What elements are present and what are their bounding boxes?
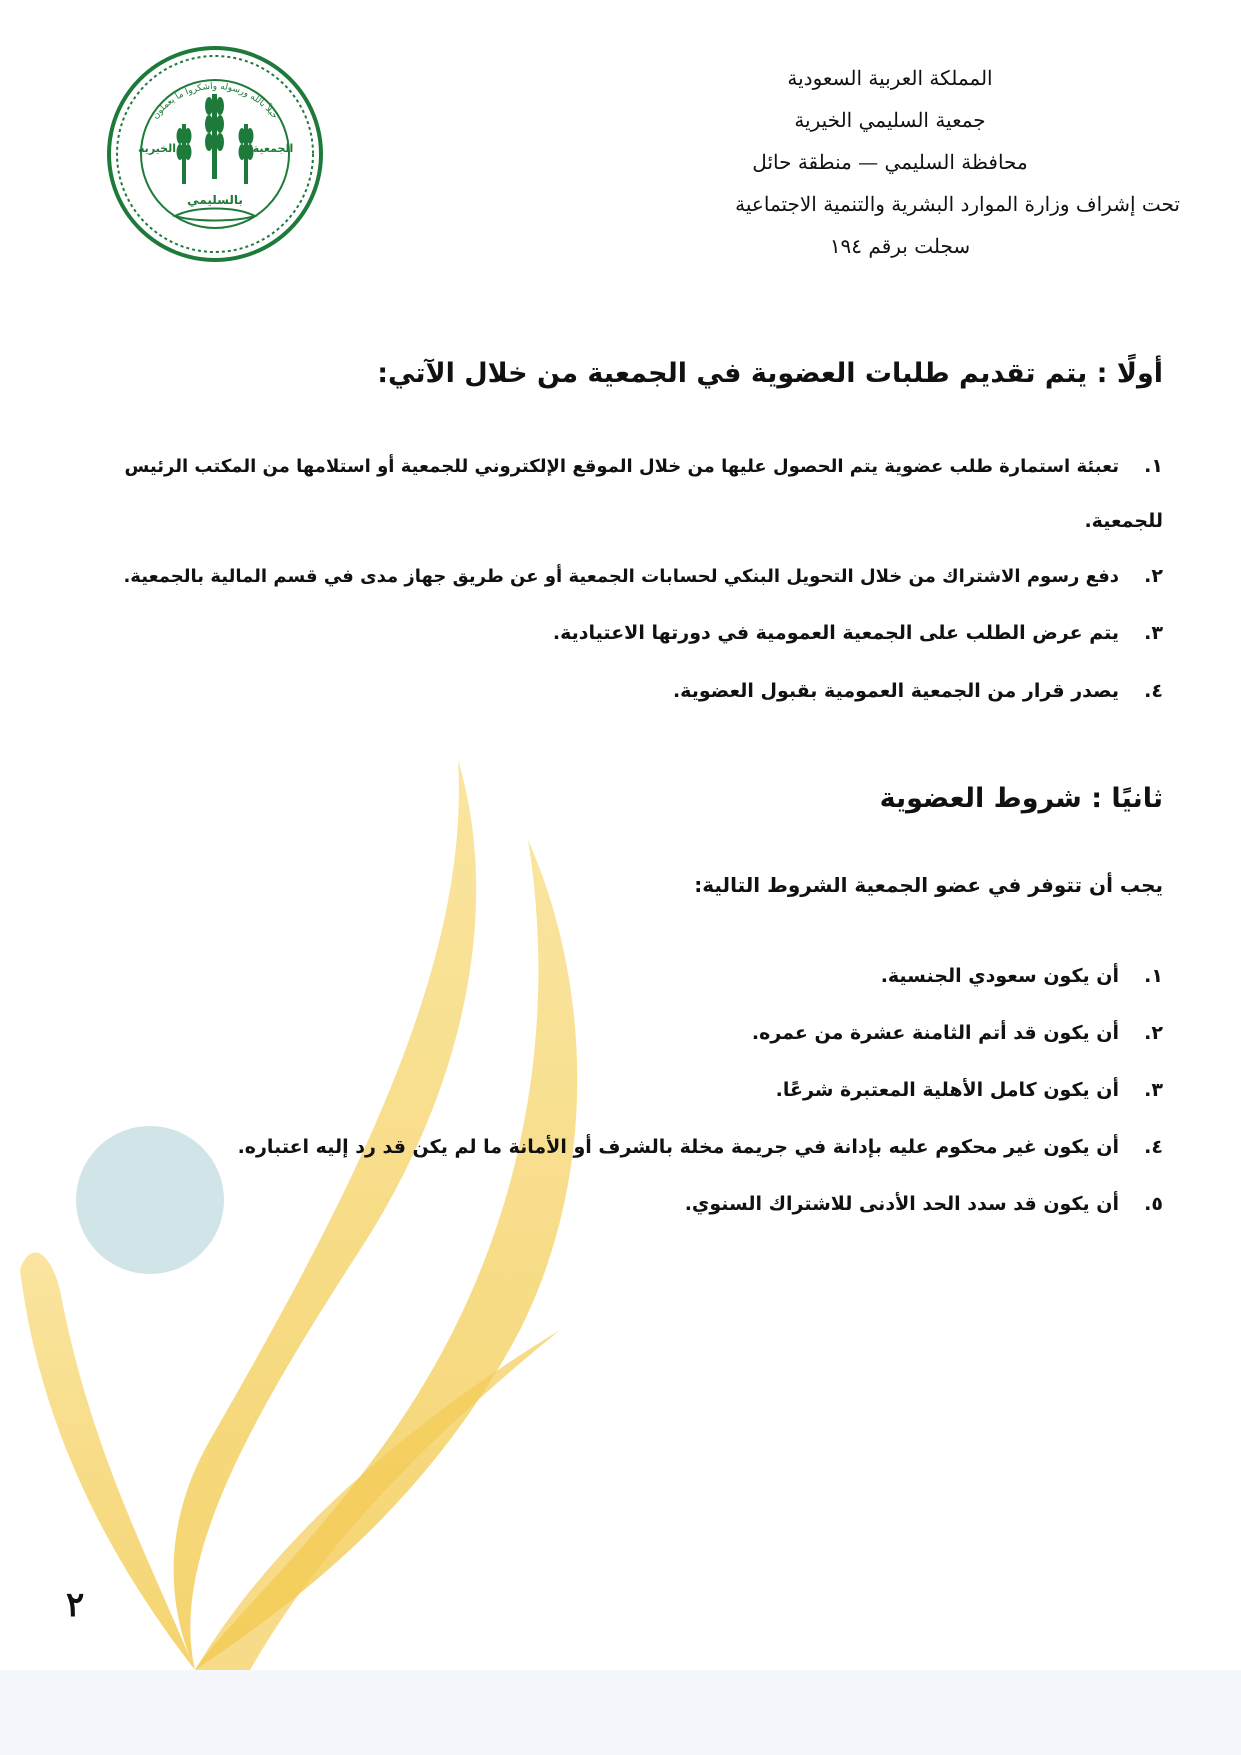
section1-item-2 [123,565,1163,587]
item-text: أن يكون قد سدد الحد الأدنى للاشتراك السنوي. [684,1193,1119,1215]
item-text: دفع رسوم الاشتراك من خلال التحويل البنكي لحسابات الجمعية أو عن طريق جهاز مدى في قسم المالية بالجمعية. [123,566,1119,587]
logo-label-right: الجمعية [252,142,294,155]
item-text: يصدر قرار من الجمعية العمومية بقبول العضوية. [672,680,1119,702]
item-number: ١. [1144,965,1163,987]
item-number: ٣. [1144,622,1163,644]
page-number: ٢ [66,1585,85,1625]
item-text: يتم عرض الطلب على الجمعية العمومية في دورتها الاعتيادية. [552,622,1119,644]
section1-item-1 [124,455,1163,477]
section2-item-1 [881,965,1163,987]
item-number: ٤. [1144,680,1163,702]
item-text: أن يكون سعودي الجنسية. [880,965,1119,987]
section2-item-5 [685,1193,1163,1215]
association-logo [105,44,325,264]
header-line-country: المملكة العربية السعودية [787,66,993,90]
item-text: أن يكون قد أتم الثامنة عشرة من عمره. [751,1022,1119,1044]
watermark-leaf-right [195,840,577,1670]
item-number: ١. [1144,455,1163,477]
item-number: ٣. [1144,1079,1163,1101]
watermark-leaf-left [20,1253,195,1670]
watermark-circle [76,1126,224,1274]
header-line-region: محافظة السليمي — منطقة حائل [752,150,1028,174]
section1-item-4 [673,680,1163,702]
logo-label-left: الخيرية [138,142,176,155]
header-line-ministry: تحت إشراف وزارة الموارد البشرية والتنمية الاجتماعية [735,192,1180,216]
item-text: أن يكون كامل الأهلية المعتبرة شرعًا. [775,1079,1119,1101]
item-number: ٥. [1144,1193,1163,1215]
item-number: ٢. [1144,565,1163,587]
item-text: أن يكون غير محكوم عليه بإدانة في جريمة مخلة بالشرف أو الأمانة ما لم يكن قد رد إليه اعتباره. [237,1136,1119,1158]
header-line-association: جمعية السليمي الخيرية [794,108,986,132]
section2-item-2 [752,1022,1163,1044]
section2-item-4 [238,1136,1163,1158]
wheat-icon [177,94,254,184]
section1-item-1-continuation: للجمعية. [1084,510,1163,532]
section1-item-3 [553,622,1163,644]
item-number: ٢. [1144,1022,1163,1044]
header-line-registration: سجلت برقم ١٩٤ [829,234,971,258]
hands-icon [175,209,255,221]
item-text: تعبئة استمارة طلب عضوية يتم الحصول عليها من خلال الموقع الإلكتروني للجمعية أو استلامها من المكتب الرئيس [124,456,1119,477]
section2-intro: يجب أن تتوفر في عضو الجمعية الشروط التالية: [694,873,1163,897]
section1-heading: أولًا : يتم تقديم طلبات العضوية في الجمعية من خلال الآتي: [377,358,1163,389]
section2-item-3 [776,1079,1163,1101]
item-number: ٤. [1144,1136,1163,1158]
logo-ring-text: حبلاً بالله ورسوله واشكروا ما يعملون [150,81,280,122]
logo-label-bottom: بالسليمي [187,193,243,207]
section2-heading: ثانيًا : شروط العضوية [879,783,1163,814]
